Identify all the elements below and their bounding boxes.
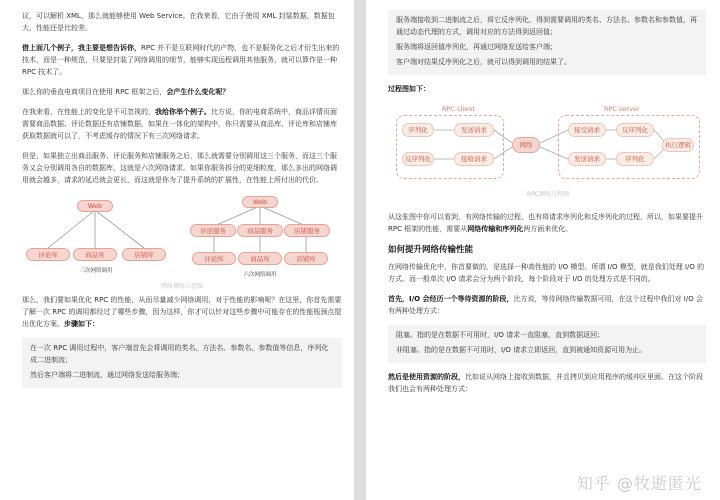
client-step: 序列化 — [402, 123, 434, 137]
paragraph-webservice: 议，可以解析 XML，那么就能够使用 Web Service。在我来看，它由于使用 XML 封装数据，数据包大，性能还是比较差。 — [22, 12, 335, 32]
figure-caption: RPC调用过程图 — [527, 191, 569, 198]
text: 两方面来优化。 — [523, 225, 573, 233]
network-cloud-icon: 网络 — [512, 137, 540, 153]
server-label: RPC server — [604, 105, 640, 113]
bold-example: 我给你举个例子。 — [155, 108, 211, 116]
service-node: 评论服务 — [190, 224, 236, 237]
watermark: 知乎 @牧逝匿光 — [576, 474, 702, 493]
db-node: 店铺库 — [284, 252, 328, 265]
paragraph-cost: 但是，如果独立出商品服务、评论服务和店铺服务之后，那么就需要分别调用这三个服务，而这三个服务又会分别调用各自的数据库，这就是六次网络请求。如果你服务拆分的更细粒度，那么多出的网络调用就会越多，请求的延迟就会更长，而这就是你为了提升系统的扩展性，在性能上所付出的代价。 — [22, 152, 337, 184]
step-item: 然后客户端将二进制流，通过网络发送给服务端； — [30, 371, 184, 379]
db-node: 评论库 — [192, 252, 236, 265]
text: RPC 并不是互联网时代的产物，也不是服务化之后才衍生出来的技术，而是一种规范，只要是封装了网络调用的细节，能够实现远程调用其他服务，就可以算作是一种 RPC 技术了。 — [22, 44, 340, 76]
server-step: 反序列化 — [616, 123, 654, 137]
steps-quote-continued — [388, 10, 706, 75]
server-step: 执行逻辑 — [662, 138, 694, 152]
server-step: 序列化 — [616, 152, 654, 166]
text: 比方说，你的电商系统中，商品详情页面需要商品数据、评论数据还有店铺数据，如果在一体化的架构中，你只需要从商品库、评论库和店铺库获取数据就可以了，不考虑缓存的情况下有三次网络请求。 — [22, 108, 337, 140]
blocking-quote — [388, 325, 706, 363]
bold-lead: 然后是使用资源的阶段， — [388, 373, 465, 381]
bold-lead: 借上面几个例子，我主要是想告诉你， — [22, 44, 141, 52]
paragraph-io-model: 在网络传输优化中，你首要做的，是选择一种高性能的 I/O 模型。所谓 I/O 模型，就是我们处理 I/O 的方式。而一般单次 I/O 请求会分为两个阶段，每个阶段对于 I/O 的处理方式是不同的。 — [388, 263, 705, 283]
text: 从这张图中你可以看到，有网络传输的过程，也有将请求序列化和反序列化的过程，所以，如果要提升 RPC 框架的性能，需要从 — [388, 213, 703, 233]
bold-steps: 步骤如下： — [64, 320, 99, 328]
rpc-process-diagram — [388, 103, 706, 207]
quote-item: 阻塞。指的是在数据不可用时，I/O 请求一直阻塞，直到数据返回； — [396, 331, 605, 339]
client-step: 反序列化 — [402, 152, 434, 166]
network-call-diagram — [22, 194, 342, 290]
quote-item: 非阻塞。指的是在数据不可用时，I/O 请求立即返回，直到被通知资源可用为止。 — [396, 346, 647, 354]
text: 那么你的垂直电商项目在使用 RPC 框架之后， — [22, 88, 167, 96]
right-diagram-caption: 六次网络调用 — [243, 272, 277, 278]
step-item: 在一次 RPC 调用过程中，客户端首先会将调用的类名、方法名、参数名、参数值等信息，序列化成二进制流； — [30, 344, 329, 364]
text: 在我来看，在性能上的变化是不可忽视的， — [22, 108, 155, 116]
figure-caption: 网络调用示意图 — [160, 283, 203, 290]
db-node: 商品库 — [73, 248, 117, 261]
service-node: 商品服务 — [237, 224, 283, 237]
web-node: Web — [242, 196, 278, 208]
section-heading: 如何提升网络传输性能 — [388, 245, 474, 255]
paragraph-rpc-definition — [22, 42, 342, 78]
right-page — [366, 0, 720, 500]
paragraph-use-stage — [388, 371, 706, 395]
step-item: 服务端接收到二进制流之后，将它反序列化，得到需要调用的类名、方法名、参数名和参数值，再通过动态代理的方式，调用对应的方法得到返回值； — [396, 16, 697, 36]
text: 那么，我们要如果优化 RPC 的性能，从而尽量减少网络调用，对于性能的影响呢？在这里，你首先需要了解一次 RPC 的调用都经过了哪些步骤，因为这样，你才可以针对这些步骤中可能存在的性能瓶颈点提出优化方案。 — [22, 296, 342, 328]
steps-quote — [22, 338, 342, 388]
step-item: 客户端对结果反序列化之后，就可以得到调用的结果了。 — [396, 58, 571, 66]
db-node: 评论库 — [26, 248, 70, 261]
bold-focus: 网络传输和序列化 — [467, 225, 524, 233]
client-step: 发送请求 — [454, 123, 494, 137]
web-node: Web — [77, 200, 113, 212]
paragraph-example — [22, 106, 342, 142]
left-diagram-caption: 三次网络调用 — [79, 268, 113, 274]
left-page — [0, 0, 354, 500]
paragraph-optimize — [22, 294, 342, 330]
diagram-lines — [22, 194, 342, 290]
service-node: 店铺服务 — [284, 224, 330, 237]
server-step: 接受请求 — [568, 123, 606, 137]
step-item: 服务端将返回值序列化，再通过网络发送给客户端； — [396, 43, 557, 51]
process-heading — [388, 83, 706, 95]
flow-arrows — [388, 103, 708, 193]
bold-question: 会产生什么变化呢？ — [166, 88, 230, 96]
text: 比如说从网络上接收到数据，并且拷贝到应用程序的缓冲区里面。在这个阶段我们也会有两种处理方式： — [388, 373, 703, 393]
client-label: RPC client — [442, 105, 475, 113]
paragraph-diagram-explain — [388, 211, 706, 235]
paragraph-question — [22, 86, 342, 98]
bold-heading: 过程图如下： — [388, 85, 430, 93]
paragraph-wait-stage — [388, 293, 706, 317]
client-step: 接收请求 — [454, 152, 494, 166]
db-node: 店铺库 — [122, 248, 166, 261]
bold-lead: 首先，I/O 会经历一个等待资源的阶段， — [388, 295, 514, 303]
server-step: 发送请求 — [568, 152, 606, 166]
text: 比方说，等待网络传输数据可用，在这个过程中我们对 I/O 会有两种处理方式： — [388, 295, 703, 315]
db-node: 商品库 — [238, 252, 282, 265]
page-gutter — [354, 0, 366, 500]
